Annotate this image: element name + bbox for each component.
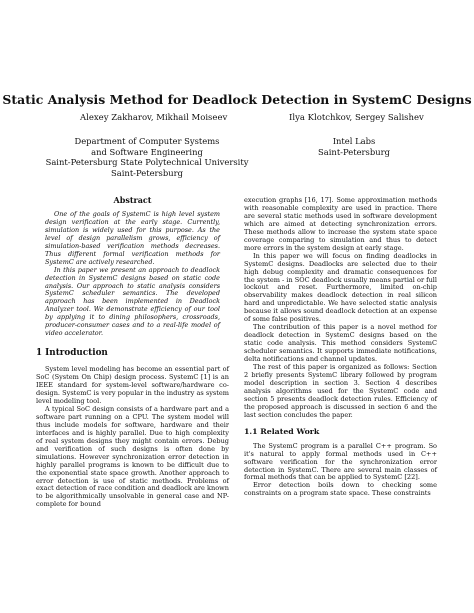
affiliation-line: Saint-Petersburg xyxy=(111,167,183,178)
affiliation-line: and Software Engineering xyxy=(91,146,203,157)
body-paragraph: The SystemC program is a parallel C++ program. So it's natural to apply formal methods used in C++ software verification for the synchronization error detection in SystemC. There are several main classes of formal methods that can be applied to SystemC [22]. xyxy=(244,441,437,482)
body-paragraph: execution graphs [16, 17]. Some approximation methods with reasonable complexity are used in practice. There are several static methods used in software development which are aimed at detecting synchronization errors. These methods allow to increase the system state space coverage comparing to simulation and thus to detect more errors in the system design at early stage. xyxy=(244,196,437,252)
body-paragraph: The rest of this paper is organized as follows: Section 2 briefly presents SystemC library followed by program model description in section 3. Section 4 describes analysis algorithms used for the SystemC code and section 5 presents deadlock detection rules. Efficiency of the proposed approach is discussed in section 6 and the last section concludes the paper. xyxy=(244,363,437,419)
abstract-body xyxy=(36,211,229,338)
affiliation-right xyxy=(300,136,408,157)
body-paragraph: System level modeling has become an essential part of SoC (System On Chip) design process. SystemC [1] is an IEEE standard for system-level software/hardware co-design. SystemC is very popular in the industry as system level modeling tool. xyxy=(36,365,229,405)
right-column xyxy=(244,197,437,498)
body-paragraph: A typical SoC design consists of a hardware part and a software part running on a CPU. The system model will thus include models for software, hardware and their interfaces and is highly parallel. Due to high complexity of real system designs they might contain errors. Debug and verification of such designs is often done by simulations. However synchronization error detection in highly parallel programs is known to be difficult due to the exponential state space growth. Another approach to error detection is use of static methods. Problems of exact detection of race condition and deadlock are known to be algorithmically unsolvable in general case and NP-complete for bound xyxy=(36,404,229,509)
authors-left: Alexey Zakharov, Mikhail Moiseev xyxy=(80,113,228,123)
affiliation-left xyxy=(36,136,258,178)
abstract-heading: Abstract xyxy=(113,195,152,205)
affiliation-line: Intel Labs xyxy=(332,136,376,146)
affiliation-line: Saint-Petersburg xyxy=(318,146,390,157)
abstract-paragraph: In this paper we present an approach to deadlock detection in SystemC designs based on static code analysis. Our approach to static analysis considers SystemC scheduler semantics. The developed approach has been implemented in Deadlock Analyzer tool. We demonstrate efficiency of our tool by applying it to dining philosophers, crossroads, producer-consumer cases and to a real-life model of video accelerator. xyxy=(45,265,220,338)
section-heading: 1 Introduction xyxy=(36,348,108,359)
authors-right: Ilya Klotchkov, Sergey Salishev xyxy=(289,113,424,123)
affiliation-line: Saint-Petersburg State Polytechnical University xyxy=(45,157,249,168)
abstract-paragraph: One of the goals of SystemC is high level system design verification at the early stage. Currently, simulation is widely used for this purpose. As the level of design parallelism grows, efficiency of simulation-based verification methods decreases. Thus different formal verification methods for SystemC are actively researched. xyxy=(45,209,220,266)
body-paragraph: In this paper we will focus on finding deadlocks in SystemC designs. Deadlocks are selected due to their high debug complexity and dramatic consequences for the system - in SOC deadlock usually means partial or full lockout and reset. Furthermore, limited on-chip observability makes deadlock detection in real silicon hard and unpredictable. We have selected static analysis because it allows sound deadlock detection at an expense of some false positives. xyxy=(244,251,437,324)
subsection-heading: 1.1 Related Work xyxy=(244,426,320,436)
left-column xyxy=(36,197,229,509)
body-paragraph: Error detection boils down to checking some constraints on a program state space. These constraints xyxy=(244,481,437,498)
body-paragraph: The contribution of this paper is a novel method for deadlock detection in SystemC designs based on the static code analysis. This method considers SystemC scheduler semantics. It supports immediate notifications, delta notifications and channel updates. xyxy=(244,323,437,364)
affiliation-line: Department of Computer Systems xyxy=(74,136,220,146)
paper-title: Static Analysis Method for Deadlock Detection in SystemC Designs xyxy=(2,92,472,107)
